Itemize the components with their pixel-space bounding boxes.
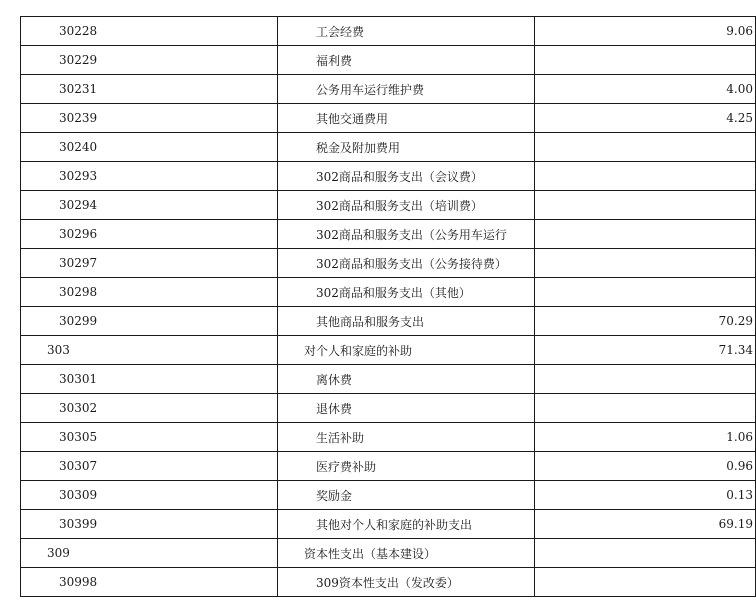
table-row bbox=[21, 220, 756, 249]
amount-cell bbox=[535, 539, 756, 568]
expenditure-table bbox=[20, 16, 756, 597]
code-cell: 30297 bbox=[21, 249, 278, 278]
name-cell: 税金及附加费用 bbox=[278, 133, 535, 162]
table-row bbox=[21, 307, 756, 336]
name-cell: 工会经费 bbox=[278, 17, 535, 46]
table-row bbox=[21, 104, 756, 133]
name-cell: 302商品和服务支出（公务用车运行 bbox=[278, 220, 535, 249]
code-cell: 30294 bbox=[21, 191, 278, 220]
amount-cell bbox=[535, 278, 756, 307]
name-cell: 其他商品和服务支出 bbox=[278, 307, 535, 336]
amount-cell: 0.13 bbox=[535, 481, 756, 510]
code-cell: 30301 bbox=[21, 365, 278, 394]
name-cell: 309资本性支出（发改委） bbox=[278, 568, 535, 597]
amount-cell bbox=[535, 133, 756, 162]
code-cell: 30309 bbox=[21, 481, 278, 510]
table-row bbox=[21, 568, 756, 597]
table-row bbox=[21, 278, 756, 307]
table-row bbox=[21, 75, 756, 104]
code-cell: 30299 bbox=[21, 307, 278, 336]
table-row bbox=[21, 133, 756, 162]
amount-cell bbox=[535, 191, 756, 220]
amount-cell bbox=[535, 568, 756, 597]
amount-cell bbox=[535, 249, 756, 278]
name-cell: 其他对个人和家庭的补助支出 bbox=[278, 510, 535, 539]
table-body bbox=[21, 17, 756, 597]
name-cell: 302商品和服务支出（会议费） bbox=[278, 162, 535, 191]
name-cell: 福利费 bbox=[278, 46, 535, 75]
name-cell: 奖励金 bbox=[278, 481, 535, 510]
table-row bbox=[21, 249, 756, 278]
code-cell: 30302 bbox=[21, 394, 278, 423]
amount-cell: 4.00 bbox=[535, 75, 756, 104]
code-cell: 30231 bbox=[21, 75, 278, 104]
name-cell: 302商品和服务支出（公务接待费） bbox=[278, 249, 535, 278]
code-cell: 30229 bbox=[21, 46, 278, 75]
name-cell: 其他交通费用 bbox=[278, 104, 535, 133]
name-cell: 公务用车运行维护费 bbox=[278, 75, 535, 104]
name-cell: 对个人和家庭的补助 bbox=[278, 336, 535, 365]
code-cell: 30399 bbox=[21, 510, 278, 539]
amount-cell: 71.34 bbox=[535, 336, 756, 365]
name-cell: 302商品和服务支出（其他） bbox=[278, 278, 535, 307]
name-cell: 资本性支出（基本建设） bbox=[278, 539, 535, 568]
code-cell: 309 bbox=[21, 539, 278, 568]
name-cell: 生活补助 bbox=[278, 423, 535, 452]
amount-cell: 70.29 bbox=[535, 307, 756, 336]
table-row bbox=[21, 394, 756, 423]
amount-cell bbox=[535, 46, 756, 75]
name-cell: 退休费 bbox=[278, 394, 535, 423]
table-row bbox=[21, 17, 756, 46]
table-row bbox=[21, 452, 756, 481]
code-cell: 303 bbox=[21, 336, 278, 365]
amount-cell bbox=[535, 394, 756, 423]
table-row bbox=[21, 539, 756, 568]
name-cell: 医疗费补助 bbox=[278, 452, 535, 481]
table-row bbox=[21, 481, 756, 510]
amount-cell bbox=[535, 162, 756, 191]
table-row bbox=[21, 423, 756, 452]
table-row bbox=[21, 365, 756, 394]
amount-cell bbox=[535, 365, 756, 394]
table-row bbox=[21, 510, 756, 539]
code-cell: 30240 bbox=[21, 133, 278, 162]
table-row bbox=[21, 162, 756, 191]
code-cell: 30305 bbox=[21, 423, 278, 452]
amount-cell: 1.06 bbox=[535, 423, 756, 452]
amount-cell: 9.06 bbox=[535, 17, 756, 46]
code-cell: 30307 bbox=[21, 452, 278, 481]
amount-cell: 4.25 bbox=[535, 104, 756, 133]
table-row bbox=[21, 46, 756, 75]
code-cell: 30298 bbox=[21, 278, 278, 307]
amount-cell bbox=[535, 220, 756, 249]
code-cell: 30293 bbox=[21, 162, 278, 191]
name-cell: 302商品和服务支出（培训费） bbox=[278, 191, 535, 220]
code-cell: 30239 bbox=[21, 104, 278, 133]
code-cell: 30296 bbox=[21, 220, 278, 249]
code-cell: 30228 bbox=[21, 17, 278, 46]
code-cell: 30998 bbox=[21, 568, 278, 597]
table-row bbox=[21, 336, 756, 365]
table-row bbox=[21, 191, 756, 220]
name-cell: 离休费 bbox=[278, 365, 535, 394]
amount-cell: 69.19 bbox=[535, 510, 756, 539]
amount-cell: 0.96 bbox=[535, 452, 756, 481]
